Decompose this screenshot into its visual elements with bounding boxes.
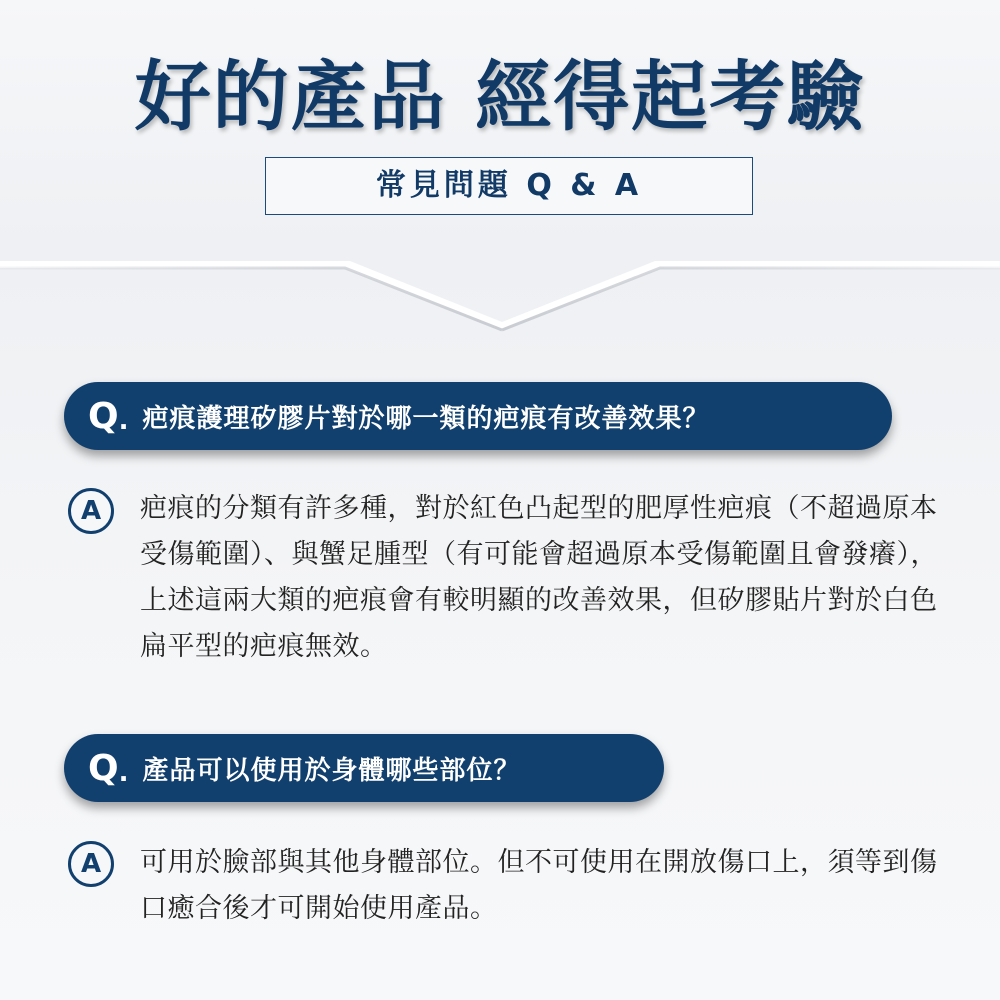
- question-text-1: 疤痕護理矽膠片對於哪一類的疤痕有改善效果？: [142, 403, 710, 434]
- subtitle-box: 常見問題 Q & A: [265, 157, 753, 215]
- question-bar-1: [64, 382, 892, 450]
- headline: 好的產品 經得起考驗: [134, 52, 866, 141]
- question-bar-2: [64, 734, 664, 802]
- q-dot: .: [118, 758, 129, 788]
- question-text-2: 產品可以使用於身體哪些部位？: [142, 755, 521, 786]
- q-mark: Q: [88, 395, 119, 437]
- q-dot: .: [118, 406, 129, 436]
- answer-text-1: 疤痕的分類有許多種，對於紅色凸起型的肥厚性疤痕（不超過原本受傷範圍）、與蟹足腫型（有可能會超過原本受傷範圍且會發癢），上述這兩大類的疤痕會有較明顯的改善效果，但矽膠貼片對於白色扁平型的疤痕無效。: [140, 493, 938, 662]
- answer-a-icon: A: [68, 841, 114, 887]
- q-mark: Q: [88, 747, 119, 789]
- chevron-divider: [0, 230, 1000, 340]
- answer-a-icon: A: [68, 488, 114, 534]
- answer-text-2: 可用於臉部與其他身體部位。但不可使用在開放傷口上，須等到傷口癒合後才可開始使用產品。: [140, 847, 938, 924]
